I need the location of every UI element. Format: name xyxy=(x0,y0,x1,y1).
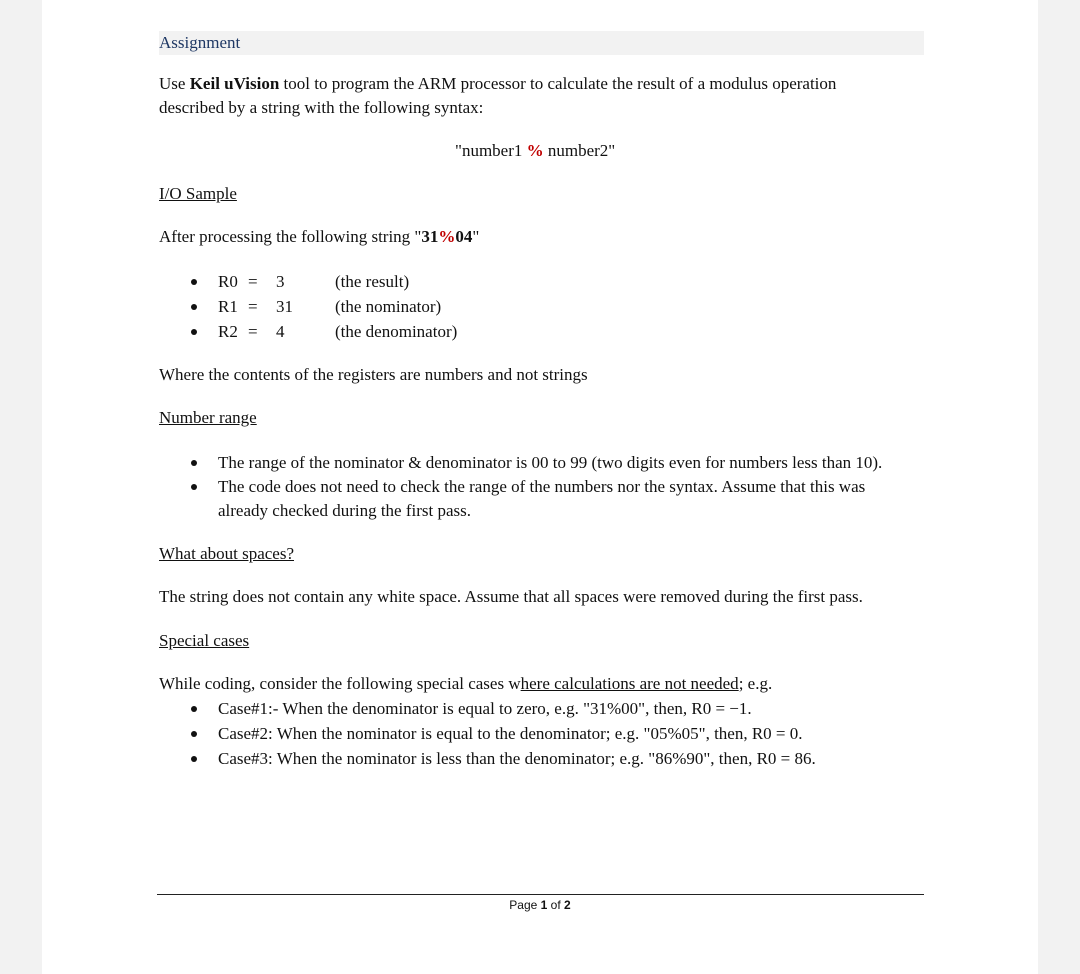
register-eq: = xyxy=(248,322,258,341)
register-value: 31 xyxy=(276,297,293,316)
total-pages: 2 xyxy=(564,898,571,912)
syntax-string xyxy=(455,139,615,163)
register-value: 4 xyxy=(276,322,285,341)
page-footer xyxy=(42,898,1038,912)
spaces-text: The string does not contain any white space. Assume that all spaces were removed during the first pass. xyxy=(159,587,863,606)
bullet-icon xyxy=(191,484,197,490)
tool-name: Keil uVision xyxy=(189,74,280,93)
syntax-part: "number1 xyxy=(455,141,527,160)
range-bullet-2-line-1: The code does not need to check the range of the numbers nor the syntax. Assume that this was xyxy=(218,477,866,496)
io-sample-lead xyxy=(159,225,479,249)
lead-text: " xyxy=(472,227,480,246)
bullet-icon xyxy=(191,706,197,712)
range-bullet-1: The range of the nominator & denominator is 00 to 99 (two digits even for numbers less than 10). xyxy=(218,453,883,472)
document-page xyxy=(42,0,1038,974)
lead-underlined: here calculations are not needed xyxy=(520,674,739,693)
footer-text: Page xyxy=(509,898,541,912)
register-name: R2 xyxy=(218,322,238,341)
register-eq: = xyxy=(248,297,258,316)
footer-text: of xyxy=(547,898,565,912)
bullet-icon xyxy=(191,279,197,285)
lead-text: While coding, consider the following special cases w xyxy=(159,674,521,693)
intro-line-1 xyxy=(159,72,836,96)
register-eq: = xyxy=(248,272,258,291)
spaces-title: What about spaces? xyxy=(159,544,294,563)
bullet-icon xyxy=(191,756,197,762)
register-name: R1 xyxy=(218,297,238,316)
intro-line-2: described by a string with the following syntax: xyxy=(159,98,484,117)
modulus-operator: % xyxy=(526,141,544,160)
footer-divider xyxy=(157,894,924,895)
register-name: R0 xyxy=(218,272,238,291)
lead-text: After processing the following string " xyxy=(159,227,422,246)
lead-operator: % xyxy=(438,227,456,246)
register-note: (the denominator) xyxy=(335,322,458,341)
lead-number: 31 xyxy=(421,227,439,246)
case-2: Case#2: When the nominator is equal to the denominator; e.g. "05%05", then, R0 = 0. xyxy=(218,724,803,743)
bullet-icon xyxy=(191,460,197,466)
case-3: Case#3: When the nominator is less than the denominator; e.g. "86%90", then, R0 = 86. xyxy=(218,749,816,768)
io-sample-title: I/O Sample xyxy=(159,184,237,203)
heading-bar xyxy=(159,31,924,55)
registers-footnote: Where the contents of the registers are numbers and not strings xyxy=(159,365,588,384)
assignment-heading: Assignment xyxy=(159,33,241,52)
bullet-icon xyxy=(191,304,197,310)
register-value: 3 xyxy=(276,272,285,291)
lead-number: 04 xyxy=(455,227,473,246)
case-1: Case#1:- When the denominator is equal to zero, e.g. "31%00", then, R0 = −1. xyxy=(218,699,752,718)
bullet-icon xyxy=(191,329,197,335)
register-note: (the nominator) xyxy=(335,297,442,316)
intro-text: tool to program the ARM processor to calculate the result of a modulus operation xyxy=(279,74,837,93)
special-cases-lead xyxy=(159,672,772,696)
intro-text: Use xyxy=(159,74,190,93)
range-bullet-2-line-2: already checked during the first pass. xyxy=(218,501,472,520)
syntax-part: number2" xyxy=(543,141,616,160)
current-page: 1 xyxy=(540,898,548,912)
register-note: (the result) xyxy=(335,272,410,291)
bullet-icon xyxy=(191,731,197,737)
number-range-title: Number range xyxy=(159,408,257,427)
special-cases-title: Special cases xyxy=(159,631,250,650)
lead-text: ; e.g. xyxy=(738,674,773,693)
